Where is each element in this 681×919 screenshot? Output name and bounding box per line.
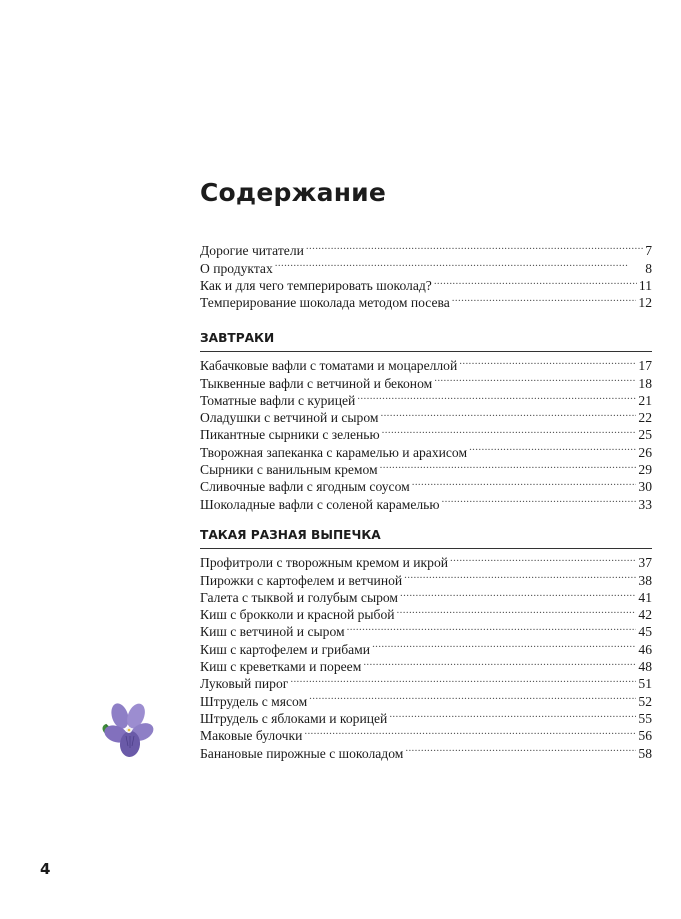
- toc-entry-title: Профитроли с творожным кремом и икрой: [200, 555, 449, 571]
- toc-entry-title: Темперирование шоколада методом посева: [200, 295, 450, 311]
- toc-entry-page: 33: [638, 496, 652, 512]
- leader-dots: [305, 238, 643, 255]
- leader-dots: [379, 457, 637, 474]
- toc-entry-page: 8: [645, 260, 652, 276]
- toc-entry-page: 37: [638, 555, 652, 571]
- toc-entry-title: О продуктах: [200, 260, 273, 276]
- toc-entry-page: 30: [638, 479, 652, 495]
- leader-dots: [362, 654, 636, 671]
- leader-dots: [346, 619, 637, 636]
- toc-entry-title: Сырники с ванильным кремом: [200, 462, 378, 478]
- leader-dots: [433, 273, 637, 290]
- toc-entry-title: Пикантные сырники с зеленью: [200, 427, 380, 443]
- toc-entry-page: 55: [638, 710, 652, 726]
- toc-entry-title: Шоколадные вафли с соленой карамелью: [200, 496, 440, 512]
- toc-intro: [200, 238, 652, 311]
- toc-entry-title: Киш с брокколи и красной рыбой: [200, 607, 395, 623]
- leader-dots: [381, 422, 637, 439]
- toc-entry-page: 25: [638, 427, 652, 443]
- toc-entry-page: 41: [638, 589, 652, 605]
- page-title: Содержание: [200, 178, 387, 207]
- leader-dots: [289, 671, 636, 688]
- toc-entry-page: 18: [638, 375, 652, 391]
- toc-entry-page: 51: [638, 676, 652, 692]
- leader-dots: [356, 388, 636, 405]
- leader-dots: [274, 255, 643, 272]
- toc-entry-title: Луковый пирог: [200, 676, 289, 692]
- toc-entry-page: 52: [638, 693, 652, 709]
- toc-entry-page: 7: [645, 243, 652, 259]
- leader-dots: [411, 474, 637, 491]
- toc-entry-title: Томатные вафли с курицей: [200, 392, 356, 408]
- section-heading-breakfast: ЗАВТРАКИ: [200, 331, 652, 352]
- leader-dots: [441, 491, 637, 508]
- leader-dots: [303, 723, 636, 740]
- toc-entry-title: Тыквенные вафли с ветчиной и беконом: [200, 375, 433, 391]
- toc-entry-page: 17: [638, 358, 652, 374]
- toc-entry-page: 46: [638, 641, 652, 657]
- leader-dots: [468, 439, 636, 456]
- toc-entry-title: Как и для чего темперировать шоколад?: [200, 277, 432, 293]
- toc-entry-page: 22: [638, 410, 652, 426]
- toc-entry[interactable]: [200, 238, 652, 259]
- toc-entry-title: Пирожки с картофелем и ветчиной: [200, 572, 403, 588]
- leader-dots: [404, 740, 636, 757]
- leader-dots: [399, 585, 636, 602]
- toc-entry-title: Маковые булочки: [200, 728, 303, 744]
- toc-entry-title: Кабачковые вафли с томатами и моцареллой: [200, 358, 458, 374]
- toc-entry-page: 56: [638, 728, 652, 744]
- toc-entry-title: Киш с ветчиной и сыром: [200, 624, 345, 640]
- toc-entry-page: 48: [638, 659, 652, 675]
- leader-dots: [379, 405, 636, 422]
- leader-dots: [371, 636, 636, 653]
- toc-entry-page: 38: [638, 572, 652, 588]
- toc-entry-page: 11: [638, 277, 652, 293]
- violet-flower-icon: [96, 696, 160, 760]
- toc-entry-title: Киш с креветками и пореем: [200, 659, 362, 675]
- toc-entry-page: 26: [638, 444, 652, 460]
- toc-entry-page: 58: [638, 745, 652, 761]
- leader-dots: [449, 550, 636, 567]
- leader-dots: [388, 706, 636, 723]
- toc-section-baking: [200, 550, 652, 761]
- toc-entry-title: Киш с картофелем и грибами: [200, 641, 371, 657]
- toc-entry-title: Дорогие читатели: [200, 243, 304, 259]
- toc-entry[interactable]: [200, 550, 652, 571]
- toc-entry-page: 21: [638, 392, 652, 408]
- toc-entry-page: 29: [638, 462, 652, 478]
- section-heading-baking: ТАКАЯ РАЗНАЯ ВЫПЕЧКА: [200, 528, 652, 549]
- page-number: 4: [40, 860, 51, 878]
- leader-dots: [451, 290, 637, 307]
- leader-dots: [403, 567, 636, 584]
- toc-section-breakfast: [200, 353, 652, 512]
- leader-dots: [308, 688, 636, 705]
- toc-entry-title: Сливочные вафли с ягодным соусом: [200, 479, 410, 495]
- toc-entry-title: Штрудель с яблоками и корицей: [200, 710, 388, 726]
- toc-entry-title: Оладушки с ветчиной и сыром: [200, 410, 379, 426]
- leader-dots: [458, 353, 636, 370]
- leader-dots: [396, 602, 637, 619]
- toc-entry-page: 42: [638, 607, 652, 623]
- toc-entry[interactable]: [200, 353, 652, 374]
- leader-dots: [433, 370, 636, 387]
- toc-entry-title: Штрудель с мясом: [200, 693, 308, 709]
- toc-entry-title: Банановые пирожные с шоколадом: [200, 745, 404, 761]
- toc-entry-page: 45: [638, 624, 652, 640]
- toc-entry-title: Творожная запеканка с карамелью и арахисом: [200, 444, 468, 460]
- toc-entry-page: 12: [638, 295, 652, 311]
- toc-entry-title: Галета с тыквой и голубым сыром: [200, 589, 399, 605]
